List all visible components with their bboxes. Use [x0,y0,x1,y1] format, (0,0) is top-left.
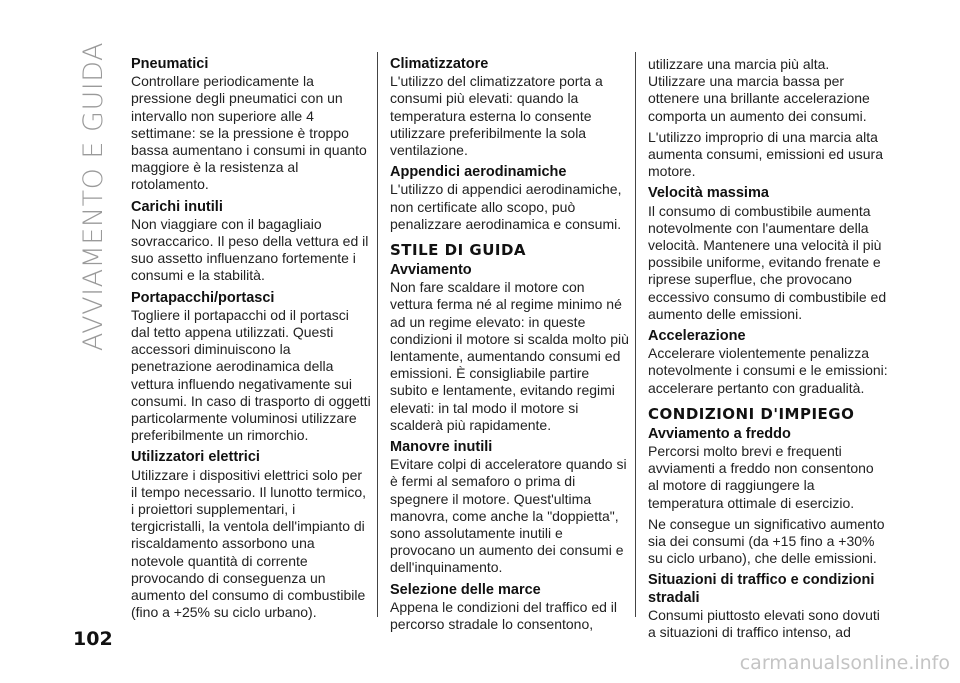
section-text: Togliere il portapacchi od il portasci dal tetto appena utilizzati. Questi accessori diminuiscono la penetrazione aerodinamica della vettura influendo negativamente sui consumi. In caso di trasporto di oggetti particolarmente voluminosi utilizzare preferibilmente un rimorchio. [131,306,371,444]
section-title: Portapacchi/portasci [131,289,275,306]
section-title: Velocità massima [648,185,769,202]
section-title: Avviamento a freddo [648,425,791,442]
section-title: Pneumatici [131,56,209,72]
section-title: Manovre inutili [390,439,493,456]
section-text: L'utilizzo di appendici aerodinamiche, non certificate allo scopo, può penalizzare aerodinamica e consumi. [390,181,622,232]
column-middle [390,56,630,637]
page-number: 102 [73,628,113,650]
section-text: Appena le condizioni del traffico ed il percorso stradale lo consentono, [390,598,618,633]
column-right [648,56,888,645]
section-title: Situazioni di traffico e condizioni stradali [648,572,875,606]
section-title: Utilizzatori elettrici [131,449,260,466]
section-title: Appendici aerodinamiche [390,164,567,181]
section-text: Non viaggiare con il bagagliaio sovraccarico. Il peso della vettura ed il suo assetto influenzano fortemente i consumi e la stabilità. [131,215,369,284]
chapter-heading: CONDIZIONI D'IMPIEGO [648,404,855,423]
section-title: Climatizzatore [390,56,489,72]
section-text: Non fare scaldare il motore con vettura ferma né al regime minimo né ad un regime elevato: in queste condizioni il motore si scalda molto più lentamente, aumentando consumi ed emissioni. È consigliabile partire subito e lentamente, evitando regimi elevati: in tal modo il motore si scalderà più rapidamente. [390,279,629,433]
column-divider [377,52,378,617]
paragraph: utilizzare una marcia più alta. Utilizzare una marcia bassa per ottenere una brillante accelerazione comporta un aumento dei consumi. [648,56,870,124]
section-text: Accelerare violentemente penalizza notevolmente i consumi e le emissioni: accelerare pertanto con gradualità. [648,345,888,396]
section-title: Carichi inutili [131,198,223,215]
column-divider [635,52,636,617]
section-title: Avviamento [390,262,472,279]
section-text: Utilizzare i dispositivi elettrici solo per il tempo necessario. Il lunotto termico, i proiettori supplementari, i tergicristalli, la ventola dell'impianto di riscaldamento assorbono una notevole quantità di corrente provocando di conseguenza un aumento del consumo di combustibile (fino a +25% su ciclo urbano). [131,466,366,621]
watermark: carmanualsonline.info [739,652,950,674]
section-title: Selezione delle marce [390,581,541,598]
section-text: Ne consegue un significativo aumento sia dei consumi (da +15 fino a +30% su ciclo urbano), che delle emissioni. [648,515,885,567]
section-side-label-text: AVVIAMENTO E GUIDA [77,42,109,352]
section-text: Controllare periodicamente la pressione degli pneumatici con un intervallo non superiore alle 4 settimane: se la pressione è troppo bassa aumentano i consumi in quanto maggiore è la resistenza al rotolamento. [131,73,367,193]
section-text: Percorsi molto brevi e frequenti avviamenti a freddo non consentono al motore di raggiungere la temperatura ottimale di esercizio. [648,443,874,511]
chapter-heading: STILE DI GUIDA [390,241,527,260]
section-side-label [70,42,116,352]
section-text: Il consumo di combustibile aumenta notevolmente con l'aumentare della velocità. Mantenere una velocità il più possibile uniforme, evitando frenate e riprese superflue, che provocano eccessivo consumo di combustibile ed aumento delle emissioni. [648,202,887,322]
section-text: L'utilizzo del climatizzatore porta a consumi più elevati: quando la temperatura esterna lo consente utilizzare preferibilmente la sola ventilazione. [390,73,603,159]
column-left [131,56,371,626]
paragraph: L'utilizzo improprio di una marcia alta aumenta consumi, emissioni ed usura motore. [648,128,884,180]
section-text: Consumi piuttosto elevati sono dovuti a situazioni di traffico intenso, ad [648,606,880,641]
section-text: Evitare colpi di acceleratore quando si è fermi al semaforo o prima di spegnere il motore. Quest'ultima manovra, come anche la "doppietta", sono assolutamente inutili e provocano un aumento dei consumi e dell'inquinamento. [390,456,627,576]
section-title: Accelerazione [648,328,746,345]
